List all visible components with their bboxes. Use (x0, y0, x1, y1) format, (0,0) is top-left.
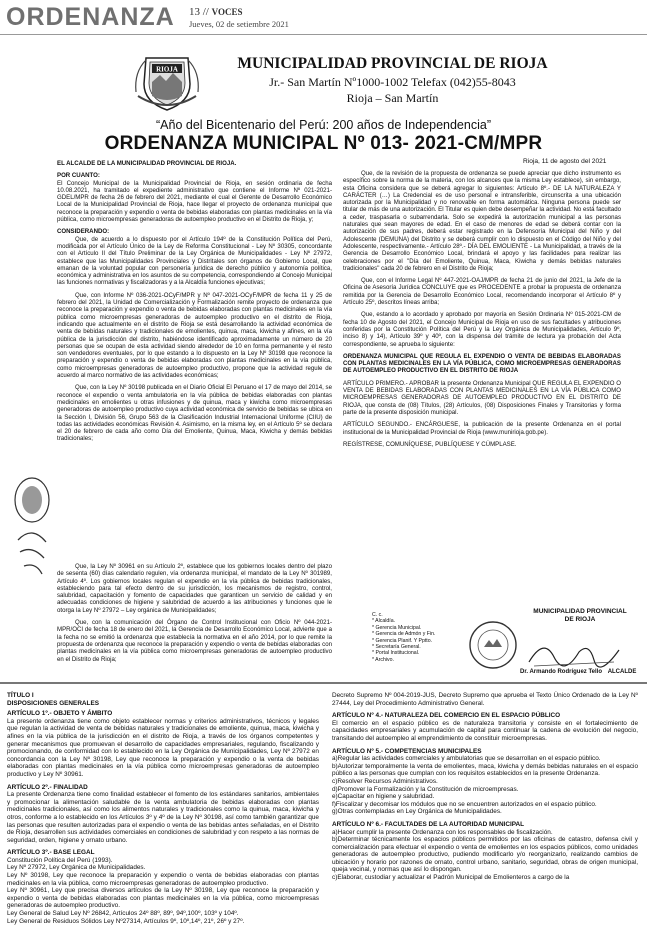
article-4-text: El comercio en el espacio público es de naturaleza transitoria y consiste en el fortalecimiento de capacidades empresariales y acumulación de capital para continuar la cadena de evolución del negocio, transitando del autoempleo al emprendimiento de constituir microempresas. (332, 719, 638, 742)
faculty-item: a)Hacer cumplir la presente Ordenanza con los responsables de fiscalización. (332, 828, 553, 836)
article-second: ARTÍCULO SEGUNDO.- ENCÁRGUESE, la publicación de la presente Ordenanza en el portal institucional de la Municipalidad Provincial de Rioja (www.munirioja.gob.pe). (343, 421, 621, 436)
article-first: ARTÍCULO PRIMERO.- APROBAR la presente Ordenanza Municipal QUE REGULA EL EXPENDIO O VENTA DE BEBIDAS ELABORADAS CON PLANTAS MEDICINALES EN LA VÍA PÚBLICA COMO MICROEMPRESAS GENERADORAS DE AUTOEMPLEO PRODUCTIVO EN EL DISTRITO DE RIOJA, que consta de (08) Títulos, (28) Artículos, (08) Disposiciones Finales y Transitorias y forma parte de la presente disposición municipal. (343, 379, 621, 416)
publication-date: Jueves, 02 de setiembre 2021 (189, 19, 289, 29)
header-rule (0, 34, 647, 35)
copy-item: * Gerencia de Admón y Fin. (372, 631, 436, 638)
municipality-location: Rioja – San Martín (346, 91, 439, 105)
legal-base-item: Ley General de Residuos Sólidos Ley Nº27314, Artículos 9º, 10º,14º, 21º, 26º y 27º. (7, 917, 245, 925)
publication-name: VOCES (211, 7, 243, 17)
page-number-line (189, 6, 242, 18)
decreto-supremo: Decreto Supremo Nº 004-2019-JUS, Decreto Supremo que aprueba el Texto Único Ordenado de la Ley Nº 27444, Ley del Procedimiento Administrativo General. (332, 692, 638, 707)
section-divider (0, 682, 647, 684)
separator: // (202, 6, 209, 18)
seal-text: RIOJA (156, 65, 178, 74)
municipality-title: MUNICIPALIDAD PROVINCIAL DE RIOJA (237, 55, 548, 72)
official-stamp-icon (456, 620, 531, 670)
page-header (0, 0, 647, 34)
right-column (343, 170, 621, 453)
left-column-lower (57, 563, 332, 668)
copy-item: C. c. (372, 612, 383, 618)
faculty-item: b)Determinar técnicamente los espacios públicos permitidos por las oficinas de catastro, defensa civil y comercialización para efectuar el expendio o venta de emolientes en los espacios públicos, como unidades generadoras de autoempleo productivo, pudiendo modificarlo y/o reorganizarlo, realizando cambios de ubicación y horario por razones de ornato, control urbano, sanitario, seguridad, obras de origen municipal, queja vecinal, y normas que así lo dispongan. (332, 836, 638, 874)
considerando-paragraph-3: Que, con la Ley Nº 30198 publicada en el Diario Oficial El Peruano el 17 de mayo del 2014, se reconoce el expendio o venta ambulatoria en la vía pública de bebidas elaboradas con plantas medicinales en emolientes u otras infusiones y de quinua, maca y kiwicha como microempresas generadoras de autoempleo productivo cuya actividad económica de servicio de bebidas se ubica en la Sección I, División 56, Grupo 563 de la Clasificación Industrial Internacional Uniforme (CIIU) de todas las actividades económicas Revisión 4. Asimismo, en la misma ley, en el Artículo 5º se declara el 20 de febrero de cada año como Día del Emoliente, Quinua, Maca, Kiwicha y demás bebidas tradicionales; (57, 384, 332, 443)
copy-item: * Alcaldía. (372, 618, 396, 625)
signatory-name: Dr. Armando Rodríguez Tello (520, 669, 603, 675)
copies-list (372, 612, 435, 663)
stamp-line-2: DE RIOJA (564, 616, 596, 623)
stamp-line-1: MUNICIPALIDAD PROVINCIAL (533, 608, 627, 615)
signatory (520, 669, 636, 675)
titulo-heading: TÍTULO I (7, 692, 34, 699)
considerando-paragraph-4: Que, la Ley Nº 30961 en su Artículo 2º, establece que los gobiernos locales dentro del plazo de sesenta (60) días calendario regulen, vía ordenanza municipal, el mandato de la Ley Nº 301989, Artículo 4º. Los gobiernos locales regulan el expendio en la vía pública de bebidas tradicionales, estableciendo para tal efecto dentro de su jurisdicción, los mecanismos de registro, control, salubridad, capacitación y fomento de capacidades que garanticen un servicio de calidad y en adecuadas condiciones de higiene y salubridad de acuerdo a las atribuciones y funciones que le otorga la Ley Nº 27972 – Ley orgánica de Municipalidades; (57, 563, 332, 614)
article-6-heading: ARTÍCULO Nº 6.- FACULTADES DE LA AUTORIDAD MUNICIPAL (332, 820, 525, 828)
legal-base-item: Ley Nº 30961, Ley que precisa diversos artículos de la Ley Nº 30198, Ley que reconoce la preparación y expendio o venta de bebidas elaboradas con plantas medicinales en la vía pública, como microempresas generadoras de autoempleo productivo. (7, 887, 319, 910)
article-1-text: La presente ordenanza tiene como objeto establecer normas y criterios administrativos, técnicos y legales que regulan la actividad de venta de bebidas naturales y tradicionales de emoliente, quinua, maca, kiwicha y afines en la vía pública de la jurisdicción en el distrito de Rioja, a través de los órganos competentes y generar mecanismos que promuevan el desarrollo de capacidades empresariales, regulando, fiscalizando y promocionando, de conformidad con lo establecido en la Ley Orgánica de Municipalidades, Ley Nº 27972 en concordancia con la Ley Nº 30198, Ley que reconoce la preparación y expendio o la venta de bebidas elaboradas con plantas medicinales en la vía pública como microempresas generadoras de autoempleo productivo y Ley Nº 30961. (7, 717, 319, 778)
copy-item: * Archivo. (372, 656, 394, 663)
municipal-seal-icon (132, 52, 202, 114)
article-4-heading: ARTÍCULO Nº 4.- NATURALEZA DEL COMERCIO EN EL ESPACIO PÚBLICO (332, 712, 561, 720)
legal-base-item: Constitución Política del Perú (1993). (7, 856, 113, 864)
considerando-paragraph-5: Que, con la comunicación del Órgano de Control Institucional con Oficio Nº 044-2021-MPR/OCI de fecha 18 de enero del 2021, la Gerencia de Desarrollo Económico Local, advierte que a la fecha no se emitió la ordenanza que establecía la normativa en el año 2014, por lo que remite la propuesta de ordenanza que reconoce la preparación y expendio o venta de bebidas elaboradas con plantas medicinales en la vía pública como microempresas generadoras de autoempleo productivo en el Distrito de Rioja; (57, 619, 332, 663)
por-cuanto-heading: POR CUANTO: (57, 172, 100, 180)
right-paragraph-3: Que, estando a lo acordado y aprobado por mayoría en Sesión Ordinaria Nº 015-2021-CM de fecha 10 de Agosto del 2021, el Concejo Municipal de Rioja en uso de sus facultades y atribuciones conferidas por la Constitución Política del Perú y la Ley Orgánica de Municipalidades, Artículo 9º, inciso 8) y 14), Artículo 39º y 40º, con la dispensa del trámite de lectura ya probación del Acta correspondiente, se aprueba lo siguiente: (343, 311, 621, 348)
considerando-paragraph-1: Que, de acuerdo a lo dispuesto por el Artículo 194º de la Constitución Política del Perú, modificada por el Artículo Único de la Ley de Reforma Constitucional - Ley Nº 30305, concordante con el Artículo II del Título Preliminar de la Ley Orgánica de Municipalidades - Ley Nº 27972, establece que las Municipalidades Provinciales y Distritales son órganos de Gobierno Local, que emanan de la voluntad popular con personería jurídica de derecho público y autonomía política, económica y administrativa en los asuntos de su competencia, correspondiendo al Concejo Municipal las funciones normativas y fiscalizadoras y a la Alcaldía funciones ejecutivas; (57, 235, 332, 287)
ordinance-title: ORDENANZA MUNICIPAL Nº 013- 2021-CM/MPR (104, 133, 543, 154)
faculty-item: c)Elaborar, custodiar y actualizar el Padrón Municipal de Emolienteros a cargo de la (332, 874, 570, 882)
copy-item: * Gerencia Planif. Y Pptto. (372, 637, 433, 644)
signature-icon (524, 632, 624, 672)
competence-item: e)Capacitar en higiene y salubridad. (332, 793, 435, 801)
closing-line: REGÍSTRESE, COMUNÍQUESE, PUBLÍQUESE Y CÚMPLASE. (343, 440, 517, 448)
left-column-upper (57, 160, 332, 448)
article-3-heading: ARTÍCULO 3º.- BASE LEGAL (7, 849, 95, 857)
competence-item: a)Regular las actividades comerciales y ambulatorias que se desarrollan en el espacio público. (332, 755, 601, 763)
article-5-heading: ARTÍCULO Nº 5.- COMPETENCIAS MUNICIPALES (332, 747, 482, 755)
alcalde-line: EL ALCALDE DE LA MUNICIPALIDAD PROVINCIAL DE RIOJA. (57, 160, 237, 167)
disposiciones-heading: DISPOSICIONES GENERALES (7, 699, 99, 707)
ordinance-date: Rioja, 11 de agosto del 2021 (523, 158, 607, 165)
competence-item: c)Resolver Recursos Administrativos. (332, 777, 438, 785)
article-2-text: La presente Ordenanza tiene como finalidad establecer el fomento de los estándares sanitarios, ambientales y promocionar la alimentación saludable de la venta ambulatoria de bebidas elaboradas con plantas medicinales tradicionales, así como los alimentos naturales y tradicionales como la quinua, maca, kiwicha y otros, conforme a lo establecido en los Artículos 3º y 4º de la Ley Nº 30198, así como también garantizar que las personas que resulten autorizadas para el expendio o venta de las bebidas antes señaladas, en el Distrito de Rioja, desarrollen sus actividades comerciales en condiciones de salubridad y con respeto a las normas de seguridad, orden, higiene y ornato urbano. (7, 791, 319, 844)
article-1-heading: ARTÍCULO 1º.- OBJETO Y ÁMBITO (7, 710, 113, 718)
article-2-heading: ARTÍCULO 2º.- FINALIDAD (7, 783, 88, 791)
considerando-heading: CONSIDERANDO: (57, 228, 110, 236)
certification-stamp-icon (12, 470, 52, 580)
page-number: 13 (189, 6, 200, 18)
competence-item: g)Otras contempladas en Ley Orgánica de Municipalidades. (332, 808, 502, 816)
copy-item: * Portal Institucional. (372, 650, 420, 657)
considerando-paragraph-2: Que, con Informe Nº 036-2021-OCyF/MPR y Nº 047-2021-OCyF/MPR de fecha 11 y 25 de febrero del 2021, la Unidad de Comercialización y Formalización remite proyecto de ordenanza que reconoce la preparación y expendio o venta de bebidas elaboradas con plantas medicinales en la vía pública como microempresas generadoras de autoempleo productivo en el distrito de Rioja, indicando que actualmente en el distrito de Rioja se está desarrollando la actividad económica de venta de bebidas naturales y tradicionales de emolientes, quinua, maca, kiwicha y afines, en la vía pública de la jurisdicción del distrito, habiéndose identificado aproximadamente un número de 20 personas que se ocupan de esta actividad siendo alrededor de 10 en forma permanente y el resto son vendedores eventuales, por lo que estando a lo dispuesto en la Ley Nº 30198 que reconoce la preparación y expendio o venta de bebidas elaboradas con plantas medicinales en la vía pública, como microempresas generadoras de autoempleo productivo, propone que la actividad regule de acuerdo al marco normativo de las actividades económicas; (57, 291, 332, 380)
copy-item: * Secretaría General. (372, 644, 421, 651)
municipality-stamp-text (530, 608, 630, 624)
competence-item: d)Promover la Formalización y la Constitución de microempresas. (332, 785, 519, 793)
legal-base-item: Ley Nº 27972, Ley Orgánica de Municipalidades. (7, 864, 146, 872)
signatory-role: ALCALDE (607, 669, 637, 675)
competence-item: f)Fiscalizar y decomisar los módulos que no se encuentren autorizados en el espacio público. (332, 800, 597, 808)
right-paragraph-1: Que, de la revisión de la propuesta de ordenanza se puede apreciar que dicho instrumento es específico sobre la norma de la materia, con los alcances que la misma Ley establece), sin embargo, esta Oficina considera que se deberá agregar lo siguientes: Artículo 8º.- DE LA NATURALEZA Y CARÁCTER (…) La Credencial es de uso personal e intransferible, circunscrita a una ubicación autorizada por la Municipalidad y no renovable en forma automática. Ninguna persona puede ser titular de más de una autorización. El Titular es quien debe desempeñar la actividad. No está facultado a ceder, traspasarla o subarrendarla. Solo se expedirá la autorización municipal a las personas naturales que sean mayores de edad. En el caso de menores de edad se deberá contar con la autorización de sus padres, deberá estar registrado en la Defensoría Municipal del Niño y del Adolescente (DEMUNA) del Distrito y se deberá cumplir con lo dispuesto en el Código del Niño y del Adolescente, respectivamente.- Artículo 28º.- DÍA DEL EMOLIENTE - La Municipalidad, a través de la Gerencia de Desarrollo Económico Local, brindará el apoyo y las facilidades para realizar las celebraciones por el "Día del Emoliente, Quinua, Maca, Kiwicha y demás bebidas naturales tradicionales" cada 20 de febrero en el Distrito de Rioja; (343, 170, 621, 272)
competence-item: b)Autorizar temporalmente la venta de emolientes, maca, kiwicha y demás bebidas naturales en el espacio público a las personas que cumplan con los requisitos establecidos en la presente Ordenanza. (332, 762, 638, 778)
right-paragraph-2: Que, con el Informe Legal Nº 447-2021-OAJ/MPR de fecha 21 de junio del 2021, la Jefe de la Oficina de Asesoría Jurídica CONCLUYE que es PROCEDENTE a probar la propuesta de ordenanza remitida por la Gerencia de Desarrollo Económico Local, recomendando incorporar el Artículo 8º y Artículo 25º, descritos líneas arriba; (343, 277, 621, 307)
bottom-right-column (332, 692, 638, 882)
bottom-left-column (7, 692, 319, 925)
section-brand: ORDENANZA (6, 3, 175, 31)
copy-item: * Gerencia Municipal. (372, 624, 422, 631)
legal-base-item: Ley General de Salud Ley Nº 26842, Artículos 24º 88º, 89º, 94º,100º, 103º y 104º. (7, 910, 239, 918)
ordinance-heading: ORDENANZA MUNICIPAL QUE REGULA EL EXPENDIO O VENTA DE BEBIDAS ELABORADAS CON PLANTAS MEDICINALES EN LA VÍA PÚBLICA, COMO MICROEMPRESAS GENERADORAS DE AUTOEMPLEO PRODUCTIVO EN EL DISTRITO DE RIOJA (343, 352, 621, 375)
year-title: “Año del Bicentenario del Perú: 200 años de Independencia” (156, 118, 491, 132)
municipality-address: Jr.- San Martín Nº1000-1002 Telefax (042)55-8043 (269, 75, 516, 89)
por-cuanto-text: El Concejo Municipal de la Municipalidad Provincial de Rioja, en sesión ordinaria de fecha 10.08.2021, ha tramitado el expediente administrativo que contiene el Informe Nº 021-2021-GDEL/MPR de fecha 26 de febrero del 2021, mediante el cual el Gerente de Desarrollo Económico Local de la Municipalidad Provincial de Rioja, hace llegar el proyecto de ordenanza municipal que reconoce la preparación y expendio o venta de bebidas elaboradas con plantas medicinales en la vía pública, como microempresas generadoras de autoempleo productivo en el Distrito de Rioja, y; (57, 179, 332, 224)
legal-base-item: Ley Nº 30198, Ley que reconoce la preparación y expendio o venta de bebidas elaboradas con plantas medicinales en la vía pública, como microempresas generadoras de autoempleo productivo. (7, 872, 319, 887)
